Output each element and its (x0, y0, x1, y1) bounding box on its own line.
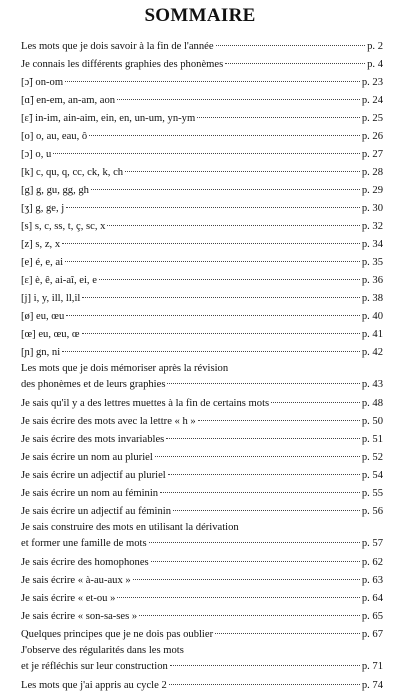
toc-entry-page: p. 29 (361, 185, 383, 196)
toc-entry-row (21, 608, 383, 626)
toc-entry (21, 290, 383, 308)
toc-entry-label: [ɛ] è, ê, ai-aî, ei, e (21, 275, 97, 286)
toc-entry (21, 218, 383, 236)
toc-entry-row (21, 449, 383, 467)
toc-entry (21, 572, 383, 590)
toc-entry-label: [g] g, gu, gg, gh (21, 185, 89, 196)
toc-entry-page: p. 63 (361, 575, 383, 586)
dot-leader (133, 579, 360, 580)
toc-entry-label: [ʒ] g, ge, j (21, 203, 65, 214)
toc-entry-row (21, 308, 383, 326)
toc-entry-row (21, 376, 383, 394)
toc-entry-label: Je sais écrire des mots avec la lettre « h » (21, 416, 196, 427)
dot-leader (99, 279, 360, 280)
toc-entry (21, 431, 383, 449)
dot-leader (62, 243, 360, 244)
dot-leader (155, 456, 360, 457)
toc-entry-label: Je sais écrire « à-au-aux » (21, 575, 131, 586)
toc-entry-row (21, 677, 383, 695)
dot-leader (215, 633, 360, 634)
dot-leader (117, 597, 359, 598)
toc-entry (21, 485, 383, 503)
toc-entry-row (21, 218, 383, 236)
toc-entry-first-line: Les mots que je dois mémoriser après la révision (21, 363, 229, 374)
toc-entry-row (21, 326, 383, 344)
toc-entry (21, 38, 383, 56)
toc-entry-label: et je réfléchis sur leur construction (21, 661, 168, 672)
toc-entry (21, 449, 383, 467)
toc-entry-page: p. 25 (361, 113, 383, 124)
toc-entry-label: Quelques principes que je ne dois pas oublier (21, 629, 214, 640)
toc-entry-row (21, 146, 383, 164)
dot-leader (225, 63, 365, 64)
toc-entry (21, 362, 383, 395)
toc-entry-row (21, 413, 383, 431)
toc-entry-label: Je sais écrire « son-sa-ses » (21, 611, 138, 622)
toc-entry-label: [ɑ̃] en-em, an-am, aon (21, 95, 116, 106)
toc-entry-label: [ɔ̃] on-om (21, 77, 64, 88)
toc-entry (21, 272, 383, 290)
toc-entry-row (21, 503, 383, 521)
toc-entry-first-line: J'observe des régularités dans les mots (21, 645, 184, 656)
toc-entry-page: p. 57 (361, 538, 383, 549)
toc-entry-page: p. 52 (361, 452, 383, 463)
toc-entry-page: p. 48 (361, 398, 383, 409)
toc-entry-page: p. 26 (361, 131, 383, 142)
toc-entry-page: p. 24 (361, 95, 383, 106)
toc-entry-row (21, 110, 383, 128)
toc-entry-row (21, 164, 383, 182)
toc-entry-page: p. 43 (361, 379, 383, 390)
toc-entry-label: et former une famille de mots (21, 538, 147, 549)
toc-entry-label: [k] c, qu, q, cc, ck, k, ch (21, 167, 124, 178)
toc-entry-row (21, 38, 383, 56)
toc-entry (21, 74, 383, 92)
dot-leader (166, 438, 360, 439)
toc-entry-row (21, 92, 383, 110)
toc-entry (21, 644, 383, 677)
toc-entry-page: p. 32 (361, 221, 383, 232)
toc-entry-label: Je sais écrire des homophones (21, 557, 149, 568)
toc-entry-page: p. 2 (367, 41, 383, 52)
toc-entry-row (21, 590, 383, 608)
toc-entry-label: Je sais écrire un adjectif au féminin (21, 506, 172, 517)
toc-entry-label: [ɲ] gn, ni (21, 347, 61, 358)
dot-leader (149, 542, 360, 543)
toc-entry-page: p. 42 (361, 347, 383, 358)
toc-entry-page: p. 41 (361, 329, 383, 340)
toc-entry-row (21, 431, 383, 449)
toc-entry-row (21, 236, 383, 254)
toc-entry (21, 326, 383, 344)
toc-entry-first-line: Je sais construire des mots en utilisant la dérivation (21, 522, 239, 533)
toc-entry-row (21, 254, 383, 272)
dot-leader (65, 261, 360, 262)
dot-leader (89, 135, 360, 136)
toc-entry-page: p. 28 (361, 167, 383, 178)
toc-entry (21, 92, 383, 110)
dot-leader (160, 492, 360, 493)
dot-leader (198, 420, 360, 421)
toc-entry-label: Je sais écrire « et-ou » (21, 593, 116, 604)
toc-entry (21, 164, 383, 182)
toc-entry (21, 308, 383, 326)
toc-entry-row (21, 344, 383, 362)
dot-leader (197, 117, 360, 118)
toc-entry-label: [e] é, e, ai (21, 257, 64, 268)
toc-entry-page: p. 74 (361, 680, 383, 691)
toc-entry-label: Les mots que je dois savoir à la fin de l'année (21, 41, 214, 52)
dot-leader (173, 510, 360, 511)
dot-leader (216, 45, 366, 46)
toc-entry (21, 521, 383, 554)
toc-entry-page: p. 65 (361, 611, 383, 622)
toc-entry-row (21, 626, 383, 644)
dot-leader (91, 189, 360, 190)
toc-entry (21, 503, 383, 521)
toc-entry-page: p. 64 (361, 593, 383, 604)
toc-entry-page: p. 38 (361, 293, 383, 304)
toc-entry-label: [œ] eu, œu, œ (21, 329, 80, 340)
dot-leader (62, 351, 360, 352)
toc-entry (21, 128, 383, 146)
toc-entry (21, 395, 383, 413)
toc-entry-label: des phonèmes et de leurs graphies (21, 379, 166, 390)
toc-entry (21, 254, 383, 272)
toc-entry (21, 608, 383, 626)
toc-entry-page: p. 67 (361, 629, 383, 640)
toc-entry-label: [j] i, y, ill, ll,il (21, 293, 81, 304)
toc-entry (21, 554, 383, 572)
dot-leader (151, 561, 360, 562)
toc-entry-row (21, 395, 383, 413)
dot-leader (66, 207, 360, 208)
toc-entry-page: p. 27 (361, 149, 383, 160)
toc-entry-row (21, 56, 383, 74)
toc-entry-label: Je sais écrire un adjectif au pluriel (21, 470, 166, 481)
dot-leader (82, 297, 359, 298)
toc-entry-label: Je sais écrire un nom au féminin (21, 488, 159, 499)
toc-entry (21, 590, 383, 608)
table-of-contents (21, 38, 383, 695)
toc-entry-page: p. 51 (361, 434, 383, 445)
dot-leader (139, 615, 360, 616)
toc-entry (21, 56, 383, 74)
toc-entry-row (21, 290, 383, 308)
toc-entry-label: Je sais qu'il y a des lettres muettes à la fin de certains mots (21, 398, 270, 409)
dot-leader (271, 402, 360, 403)
toc-entry-page: p. 36 (361, 275, 383, 286)
dot-leader (82, 333, 360, 334)
toc-entry-row (21, 200, 383, 218)
toc-entry-page: p. 56 (361, 506, 383, 517)
toc-entry (21, 344, 383, 362)
dot-leader (125, 171, 360, 172)
toc-entry-label: [ɛ̃] in-im, ain-aim, ein, en, un-um, yn-ym (21, 113, 196, 124)
toc-entry-row (21, 74, 383, 92)
toc-entry-page: p. 62 (361, 557, 383, 568)
toc-entry-page: p. 34 (361, 239, 383, 250)
toc-entry-page: p. 40 (361, 311, 383, 322)
toc-entry-row (21, 658, 383, 676)
toc-entry (21, 236, 383, 254)
dot-leader (117, 99, 360, 100)
page-title: SOMMAIRE (144, 5, 256, 26)
toc-entry-label: Je connais les différents graphies des phonèmes (21, 59, 224, 70)
toc-entry (21, 182, 383, 200)
toc-entry-row (21, 128, 383, 146)
toc-entry (21, 146, 383, 164)
dot-leader (167, 383, 359, 384)
dot-leader (66, 315, 360, 316)
toc-entry-page: p. 4 (367, 59, 383, 70)
toc-entry (21, 413, 383, 431)
toc-entry-row (21, 535, 383, 553)
toc-entry (21, 110, 383, 128)
toc-entry-row (21, 572, 383, 590)
dot-leader (170, 665, 360, 666)
dot-leader (168, 474, 360, 475)
toc-entry-label: [s] s, c, ss, t, ç, sc, x (21, 221, 106, 232)
toc-entry-label: Les mots que j'ai appris au cycle 2 (21, 680, 167, 691)
toc-entry (21, 626, 383, 644)
toc-entry-row (21, 554, 383, 572)
dot-leader (65, 81, 360, 82)
toc-entry-page: p. 55 (361, 488, 383, 499)
toc-entry (21, 677, 383, 695)
toc-entry-label: Je sais écrire un nom au pluriel (21, 452, 153, 463)
toc-entry-row (21, 467, 383, 485)
dot-leader (169, 684, 360, 685)
toc-entry-label: [z] s, z, x (21, 239, 61, 250)
dot-leader (107, 225, 359, 226)
toc-entry-label: Je sais écrire des mots invariables (21, 434, 165, 445)
dot-leader (53, 153, 360, 154)
toc-entry (21, 467, 383, 485)
toc-entry-label: [ø] eu, œu (21, 311, 65, 322)
toc-entry-page: p. 50 (361, 416, 383, 427)
toc-entry-row (21, 182, 383, 200)
toc-entry-page: p. 71 (361, 661, 383, 672)
toc-entry-page: p. 30 (361, 203, 383, 214)
toc-entry-label: [ɔ] o, u (21, 149, 52, 160)
toc-entry (21, 200, 383, 218)
toc-entry-row (21, 485, 383, 503)
toc-entry-page: p. 54 (361, 470, 383, 481)
toc-entry-page: p. 23 (361, 77, 383, 88)
toc-entry-row (21, 272, 383, 290)
toc-entry-label: [o] o, au, eau, ô (21, 131, 88, 142)
toc-entry-page: p. 35 (361, 257, 383, 268)
